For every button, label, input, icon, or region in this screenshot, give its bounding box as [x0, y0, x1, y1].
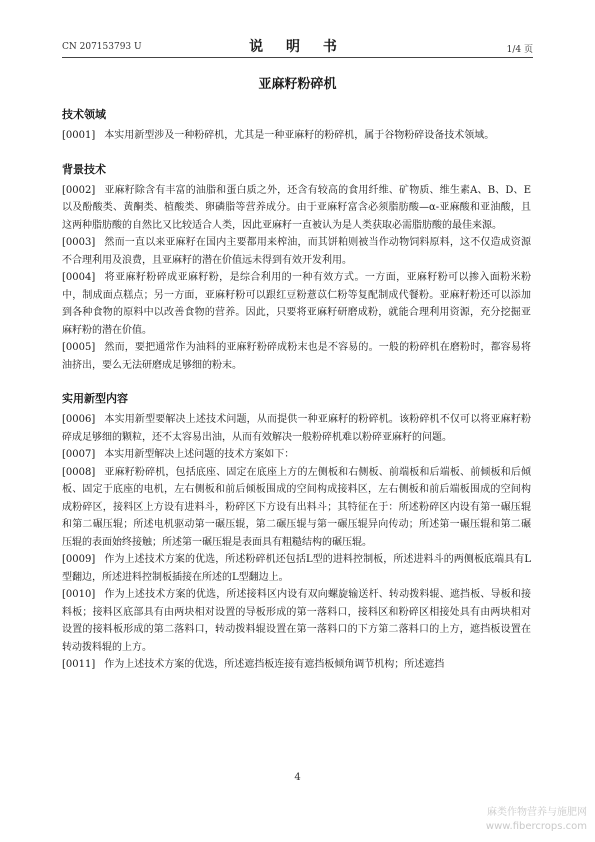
paragraph-text: 亚麻籽粉碎机，包括底座、固定在底座上方的左侧板和右侧板、前端板和后端板、前倾板和后倾板、固定于底座的电机，左右侧板和前后倾板围成的空间构成接料区，左右侧板和前后端板围成的空间构成粉碎区，接料区上方设有进料斗，粉碎区下方设有出料斗；其特征在于：所述粉碎区内设有第一碾压辊和第二碾压辊；所述电机驱动第一碾压辊，第二碾压辊与第一碾压辊异向传动；所述第一碾压辊和第二碾压辊的表面始终接触；所述第一碾压辊是表面具有粗糙结构的碾压辊。 [62, 466, 531, 548]
paragraph-number: [0006] [62, 414, 96, 425]
paragraph [62, 586, 531, 656]
patent-number: CN 207153793 U [62, 42, 142, 52]
paragraph-text: 然而一直以来亚麻籽在国内主要都用来榨油，而其饼粕则被当作动物饲料原料，这不仅造成资源不合理利用及浪费，且亚麻籽的潜在价值远未得到有效开发利用。 [62, 237, 531, 266]
paragraph-number: [0008] [62, 466, 96, 478]
paragraph-text: 本实用新型要解决上述技术问题，从而提供一种亚麻籽的粉碎机。该粉碎机不仅可以将亚麻籽粉碎成足够细的颗粒，还不太容易出油，从而有效解决一般粉碎机难以粉碎亚麻籽的问题。 [62, 414, 531, 443]
paragraph-number: [0007] [62, 449, 96, 460]
paragraph-number: [0010] [62, 589, 96, 600]
document-type: 说 明 书 [249, 39, 346, 55]
section-heading: 背景技术 [62, 162, 106, 176]
paragraph-number: [0011] [62, 659, 96, 670]
paragraph [62, 446, 531, 464]
page-header [62, 36, 533, 56]
section-heading: 技术领域 [62, 108, 106, 121]
paragraph-text: 作为上述技术方案的优选，所述遮挡板连接有遮挡板倾角调节机构；所述遮挡 [104, 659, 445, 670]
watermark-site-name: 麻类作物营养与施肥网 [487, 807, 587, 818]
paragraph-text: 本实用新型解决上述问题的技术方案如下： [104, 449, 295, 460]
paragraph [62, 464, 531, 552]
paragraph-text: 将亚麻籽粉碎成亚麻籽粉，是综合利用的一种有效方式。一方面，亚麻籽粉可以掺入面粉米粉中，制成面点糕点；另一方面，亚麻籽粉可以跟红豆粉薏苡仁粉等复配制成代餐粉。亚麻籽粉还可以添加到各种食物的原料中以改善食物的营养。因此，只要将亚麻籽研磨成粉，就能合理利用资源，充分挖掘亚麻籽粉的潜在价值。 [62, 272, 531, 336]
paragraph-number: [0004] [62, 272, 96, 283]
watermark [486, 806, 587, 834]
paragraph-text: 作为上述技术方案的优选，所述粉碎机还包括L型的进料控制板，所述进料斗的两侧板底端具有L型翻边，所述进料控制板插接在所述的L型翻边上。 [62, 554, 531, 583]
document-title: 亚麻籽粉碎机 [258, 77, 337, 92]
paragraph-number: [0001] [62, 130, 96, 141]
paragraph [62, 234, 531, 269]
section-heading: 实用新型内容 [62, 392, 128, 405]
paragraph [62, 551, 531, 586]
paragraph-number: [0009] [62, 554, 96, 565]
paragraph [62, 269, 531, 339]
paragraph-number: [0002] [62, 184, 96, 196]
page-indicator: 1/4 页 [506, 45, 533, 55]
watermark-url: www.fibercrops.com [485, 821, 587, 832]
page-number: 4 [294, 772, 301, 783]
paragraph-text: 然而，要把通常作为油料的亚麻籽粉碎成粉末也是不容易的。一般的粉碎机在磨粉时，都容易将油挤出，要么无法研磨成足够细的粉末。 [62, 342, 531, 371]
paragraph [62, 656, 531, 674]
paragraph-text: 亚麻籽除含有丰富的油脂和蛋白质之外，还含有较高的食用纤维、矿物质、维生素A、B、D、E 以及酚酸类、黄酮类、植酸类、卵磷脂等营养成分。由于亚麻籽富含必须脂肪酸—α-亚麻酸和亚油酸，且这两种脂肪酸的自然比又比较适合人类，因此亚麻籽一直被认为是人类获取必需脂肪酸的最佳来源。 [62, 184, 531, 231]
paragraph-text: 本实用新型涉及一种粉碎机，尤其是一种亚麻籽的粉碎机，属于谷物粉碎设备技术领域。 [104, 130, 495, 141]
paragraph [62, 339, 531, 374]
paragraph [62, 411, 531, 446]
header-divider [62, 57, 533, 58]
paragraph [62, 127, 531, 145]
paragraph-number: [0003] [62, 237, 96, 248]
document-body [62, 106, 531, 674]
paragraph-text: 作为上述技术方案的优选，所述接料区内设有双向螺旋输送杆、转动拨料辊、遮挡板、导板和接料板；接料区底部具有由两块相对设置的导板形成的第一落料口，接料区和粉碎区相接处具有由两块相对设置的接料板形成的第二落料口，转动拨料辊设置在第一落料口的下方第二落料口的上方，遮挡板设置在转动拨料辊的上方。 [62, 589, 531, 653]
paragraph [62, 182, 531, 235]
paragraph-number: [0005] [62, 342, 96, 353]
